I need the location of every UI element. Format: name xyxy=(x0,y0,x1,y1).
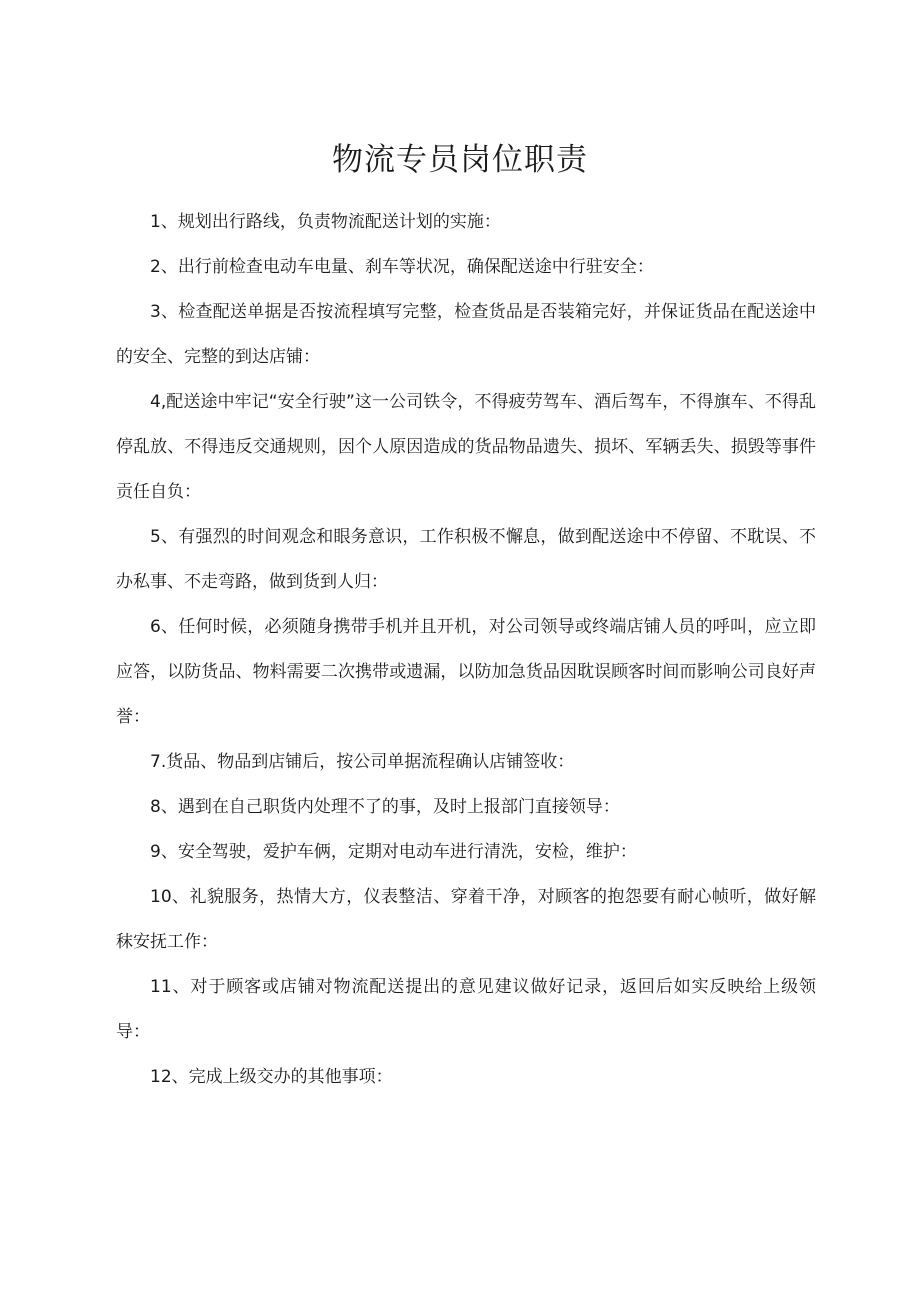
duty-item-12: 12、完成上级交办的其他事项： xyxy=(150,1067,393,1087)
duty-item-6: 6、任何时候，必须随身携带手机并且开机，对公司领导或终端店铺人员的呼叫，应立即应答，以防货品、物料需要二次携带或遗漏，以防加急货品因耽误顾客时间而影响公司良好声誉： xyxy=(116,617,816,727)
document-body xyxy=(116,200,816,1100)
duty-item-7: 7.货品、物品到店铺后，按公司单据流程确认店铺签收： xyxy=(150,752,575,772)
duty-item-8: 8、遇到在自己职货内处理不了的事，及时上报部门直接领导： xyxy=(150,797,620,817)
duty-item-9: 9、安全驾驶，爱护车俩，定期对电动车进行清洗，安检，维护： xyxy=(150,842,637,862)
duty-item-10: 10、礼貌服务，热情大方，仪表整洁、穿着干净，对顾客的抱怨要有耐心帧听，做好解秣安抚工作： xyxy=(116,887,816,952)
duty-item-5: 5、有强烈的时间观念和眼务意识，工作积极不懈息，做到配送途中不停留、不耽误、不办私事、不走弯路，做到货到人归： xyxy=(116,527,816,592)
duty-item-4: 4,配送途中牢记“安全行驶”这一公司铁令，不得疲劳驾车、酒后驾车，不得旗车、不得乱停乱放、不得违反交通规则，因个人原因造成的货品物品遗失、损坏、军辆丢失、损毁等事件贡任自负： xyxy=(116,392,816,502)
duty-item-2: 2、出行前检查电动车电量、刹车等状况，确保配送途中行驻安全： xyxy=(150,257,654,277)
duty-item-1: 1、规划出行路线，负责物流配送计划的实施： xyxy=(150,212,501,232)
document-title: 物流专员岗位职责 xyxy=(332,142,588,178)
duty-item-3: 3、检查配送单据是否按流程填写完整，检查货品是否装箱完好，并保证货品在配送途中的安全、完整的到达店铺： xyxy=(116,302,816,367)
duty-item-11: 11、对于顾客或店铺对物流配送提出的意见建议做好记录，返回后如实反映给上级领导： xyxy=(116,977,816,1042)
